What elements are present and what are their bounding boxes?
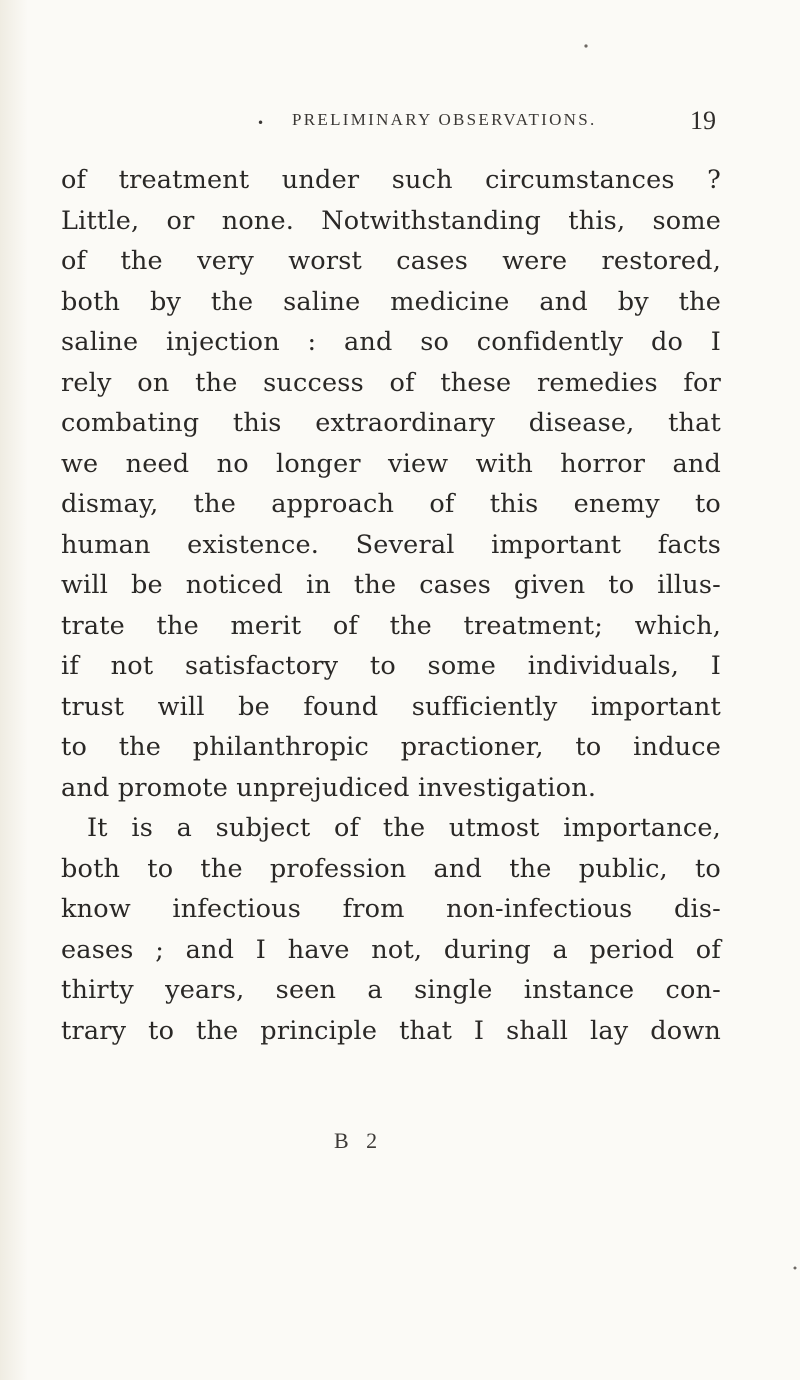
text-line: of the very worst cases were restored,: [61, 246, 721, 276]
paper-speck: [584, 44, 587, 47]
text-line: Little, or none. Notwithstanding this, some: [61, 205, 721, 236]
text-line: and promote unprejudiced investigation.: [61, 772, 597, 803]
paper-speck: [794, 1267, 797, 1270]
text-line: we need no longer view with horror and: [61, 448, 721, 479]
text-line: to the philanthropic practioner, to induce: [61, 732, 721, 762]
paragraph-first-line: It is a subject of the utmost importance,: [87, 813, 721, 843]
text-line: thirty years, seen a single instance con-: [61, 975, 721, 1005]
header-bullet-mark: •: [257, 116, 265, 130]
text-line: saline injection : and so confidently do I: [61, 327, 721, 357]
text-line: both by the saline medicine and by the: [61, 286, 721, 317]
text-line: will be noticed in the cases given to illus-: [61, 570, 721, 600]
text-line: of treatment under such circumstances ?: [61, 165, 721, 195]
text-line: human existence. Several important facts: [61, 529, 721, 560]
body-text: [61, 160, 721, 1051]
text-line: both to the profession and the public, to: [61, 853, 721, 884]
text-line: know infectious from non-infectious dis-: [61, 894, 721, 924]
text-line: trust will be found sufficiently important: [61, 691, 721, 722]
text-line: rely on the success of these remedies for: [61, 367, 721, 398]
text-line: trate the merit of the treatment; which,: [61, 610, 721, 641]
text-line: eases ; and I have not, during a period of: [61, 934, 721, 965]
text-line: trary to the principle that I shall lay down: [61, 1015, 721, 1046]
paper-speck: [794, 1267, 797, 1270]
page-number: 19: [690, 106, 716, 135]
text-line: combating this extraordinary disease, that: [61, 408, 721, 438]
signature-mark: B 2: [334, 1128, 384, 1153]
text-line: dismay, the approach of this enemy to: [61, 489, 721, 519]
running-head: PRELIMINARY OBSERVATIONS.: [292, 110, 597, 129]
page-edge-shadow: [0, 0, 28, 1380]
page-header: [0, 106, 800, 136]
text-line: if not satisfactory to some individuals, I: [61, 651, 721, 681]
